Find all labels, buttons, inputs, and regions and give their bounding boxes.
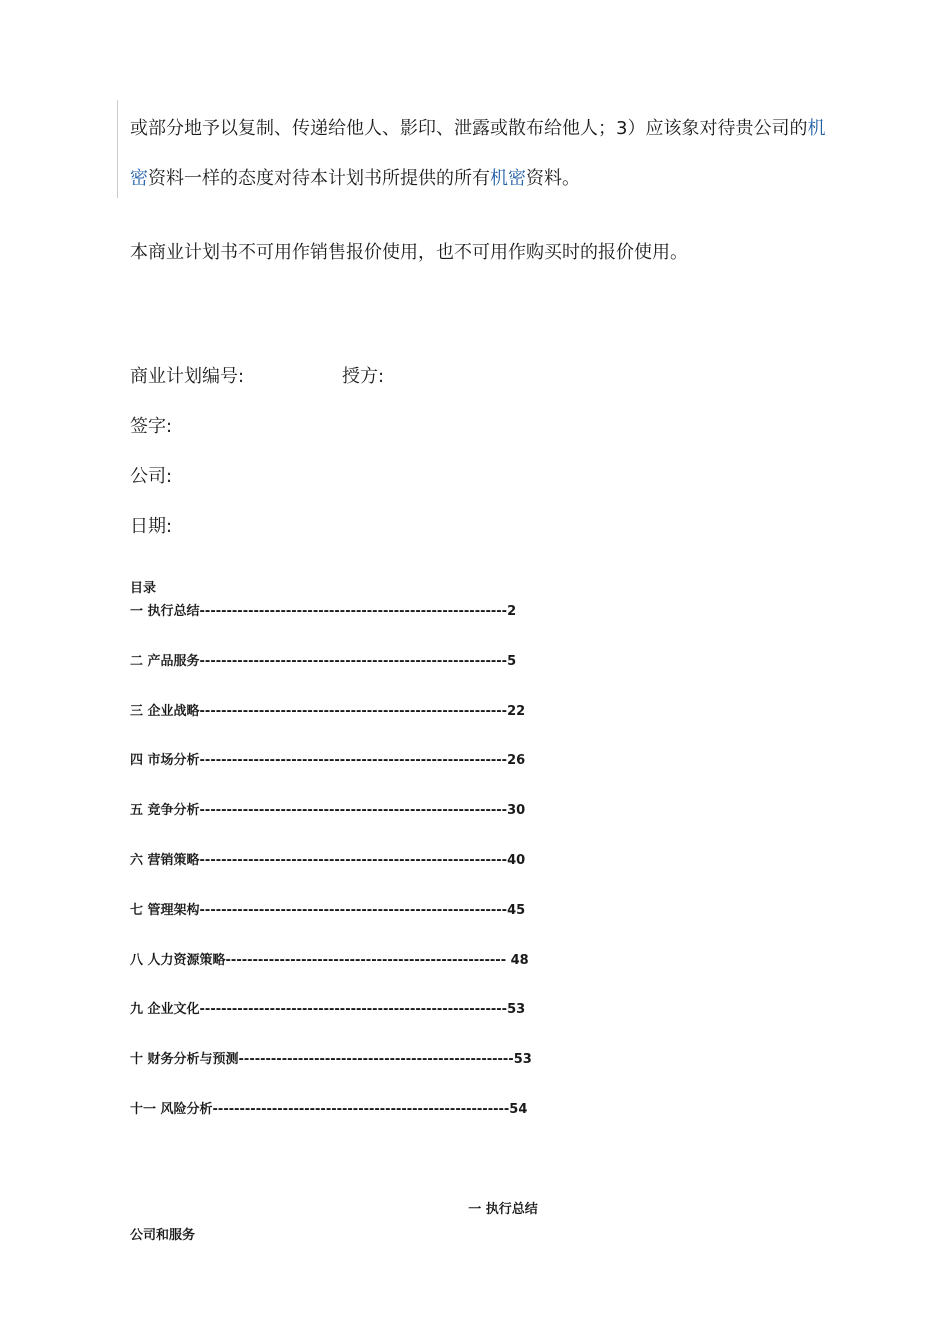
confidentiality-line-1	[130, 114, 825, 140]
quote-bar	[117, 100, 118, 198]
section-title: 一 执行总结	[468, 1202, 538, 1217]
date-label: 日期:	[130, 516, 173, 537]
quotation-notice: 本商业计划书不可用作销售报价使用，也不可用作购买时的报价使用。	[130, 242, 688, 263]
toc-item: 九 企业文化---------------------------------------------------------53	[130, 1002, 526, 1018]
toc-item: 六 营销策略---------------------------------------------------------40	[130, 852, 526, 868]
recipient-label: 授方:	[342, 366, 385, 387]
toc-item: 五 竞争分析---------------------------------------------------------30	[130, 803, 526, 819]
confidential-link[interactable]: 机密	[490, 168, 526, 189]
confidential-link[interactable]: 密	[130, 168, 148, 189]
toc-title: 目录	[130, 581, 157, 596]
toc-item: 十 财务分析与预测---------------------------------------------------53	[130, 1052, 532, 1068]
confidentiality-text: 资料一样的态度对待本计划书所提供的所有	[148, 168, 490, 189]
confidentiality-line-2	[130, 164, 580, 190]
confidentiality-text: 资料。	[526, 168, 580, 189]
toc-item: 十一 风险分析-------------------------------------------------------54	[130, 1101, 528, 1117]
section-subtitle: 公司和服务	[130, 1228, 196, 1243]
confidentiality-text: 或部分地予以复制、传递给他人、影印、泄露或散布给他人；3）应该象对待贵公司的	[130, 118, 808, 139]
toc-item: 一 执行总结---------------------------------------------------------2	[130, 604, 517, 619]
table-of-contents	[130, 600, 532, 1148]
toc-item: 七 管理架构---------------------------------------------------------45	[130, 902, 526, 918]
toc-item: 四 市场分析---------------------------------------------------------26	[130, 753, 526, 769]
toc-item: 八 人力资源策略---------------------------------------------------- 48	[130, 952, 529, 968]
confidential-link[interactable]: 机	[807, 118, 826, 139]
plan-number-label: 商业计划编号:	[130, 366, 245, 387]
signature-label: 签字:	[130, 416, 173, 437]
toc-item: 二 产品服务---------------------------------------------------------5	[130, 653, 517, 669]
toc-item: 三 企业战略---------------------------------------------------------22	[130, 703, 526, 719]
company-label: 公司:	[130, 466, 173, 487]
